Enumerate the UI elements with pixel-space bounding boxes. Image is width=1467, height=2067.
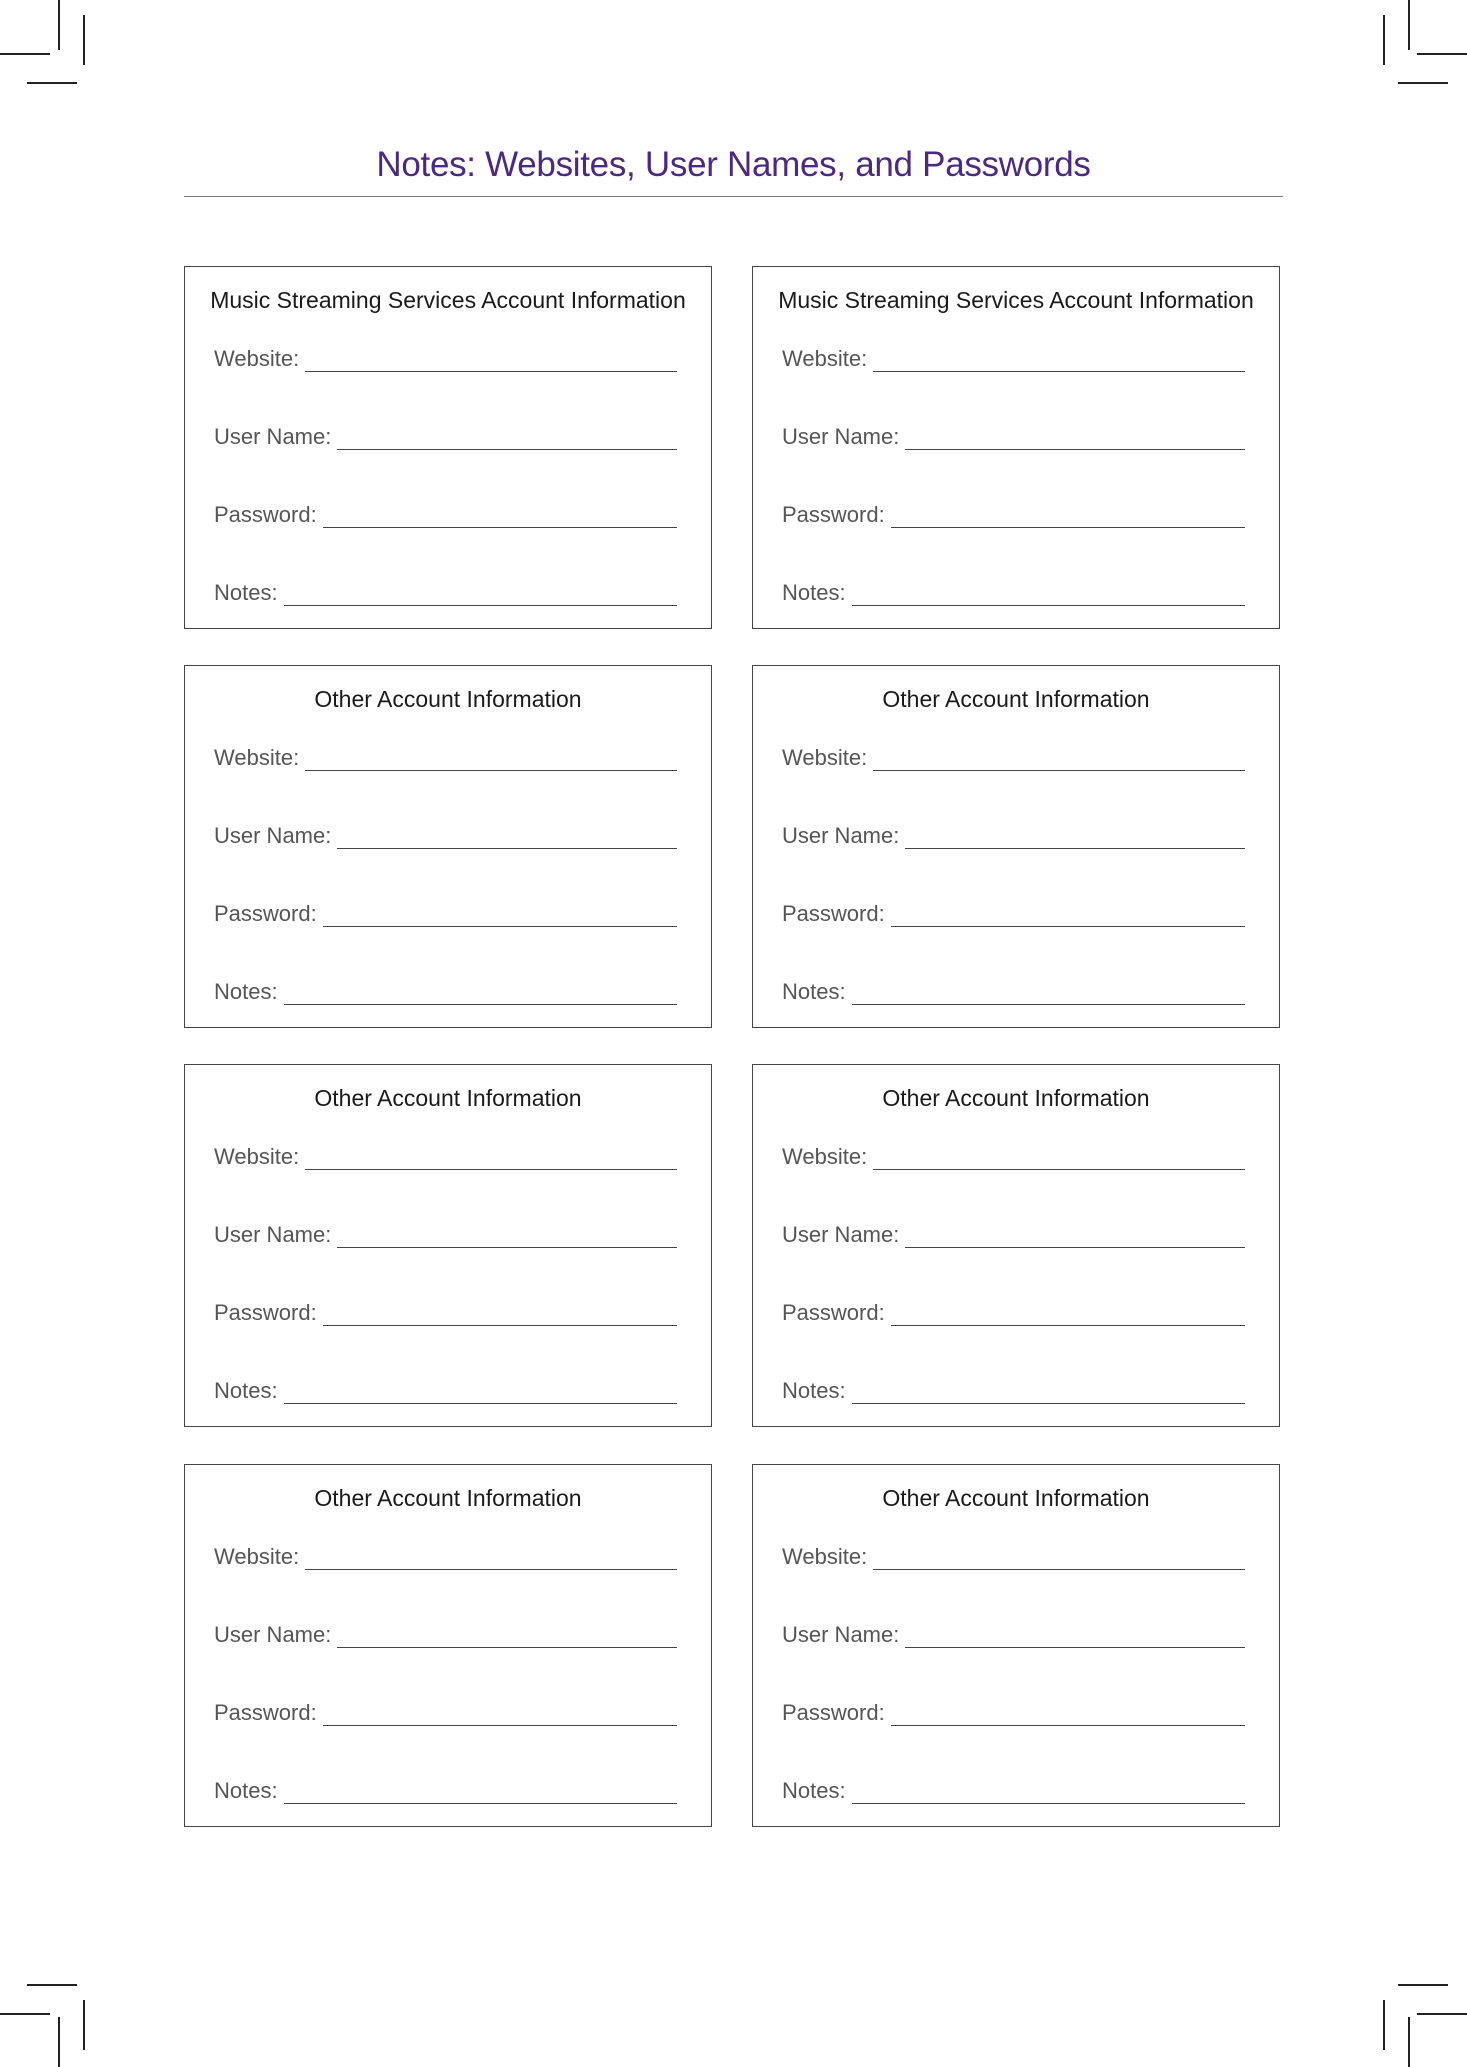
- website-field[interactable]: [782, 1542, 1245, 1572]
- crop-mark: [1398, 1984, 1448, 1986]
- notes-line[interactable]: [852, 1402, 1245, 1404]
- crop-mark: [27, 1984, 77, 1986]
- password-line[interactable]: [891, 1324, 1245, 1326]
- account-card: [752, 1464, 1280, 1827]
- password-line[interactable]: [891, 526, 1245, 528]
- website-label: Website:: [214, 745, 300, 770]
- website-field[interactable]: [782, 1142, 1245, 1172]
- website-label: Website:: [214, 346, 300, 371]
- notes-line[interactable]: [284, 1402, 677, 1404]
- password-label: Password:: [782, 901, 885, 926]
- notes-field[interactable]: [782, 1376, 1245, 1406]
- password-field[interactable]: [214, 500, 677, 530]
- website-line[interactable]: [873, 1568, 1245, 1570]
- user-name-label: User Name:: [214, 823, 332, 848]
- user-name-line[interactable]: [905, 847, 1245, 849]
- card-heading: Other Account Information: [314, 1085, 582, 1111]
- notes-label: Notes:: [214, 580, 278, 605]
- password-label: Password:: [782, 502, 885, 527]
- notes-label: Notes:: [782, 979, 846, 1004]
- account-card: [184, 1064, 712, 1427]
- user-name-field[interactable]: [782, 1620, 1245, 1650]
- password-field[interactable]: [214, 899, 677, 929]
- card-heading: Other Account Information: [314, 1485, 582, 1511]
- notes-line[interactable]: [284, 604, 677, 606]
- crop-mark: [1408, 0, 1410, 50]
- user-name-line[interactable]: [337, 1246, 677, 1248]
- password-label: Password:: [214, 502, 317, 527]
- user-name-line[interactable]: [905, 1646, 1245, 1648]
- website-field[interactable]: [214, 743, 677, 773]
- notes-line[interactable]: [284, 1802, 677, 1804]
- website-field[interactable]: [214, 1142, 677, 1172]
- crop-mark: [1408, 2017, 1410, 2067]
- website-label: Website:: [782, 745, 868, 770]
- account-card: [752, 266, 1280, 629]
- crop-mark: [1417, 53, 1467, 55]
- card-heading: Other Account Information: [882, 1085, 1150, 1111]
- website-line[interactable]: [305, 1168, 677, 1170]
- user-name-label: User Name:: [214, 424, 332, 449]
- user-name-label: User Name:: [214, 1222, 332, 1247]
- user-name-label: User Name:: [782, 1222, 900, 1247]
- user-name-line[interactable]: [905, 1246, 1245, 1248]
- notes-label: Notes:: [214, 979, 278, 1004]
- crop-mark: [1383, 2000, 1385, 2050]
- website-label: Website:: [782, 1544, 868, 1569]
- crop-mark: [27, 82, 77, 84]
- crop-mark: [1398, 82, 1448, 84]
- crop-mark: [1383, 15, 1385, 65]
- password-line[interactable]: [323, 1324, 677, 1326]
- card-heading: Music Streaming Services Account Information: [778, 287, 1254, 313]
- notes-line[interactable]: [852, 1802, 1245, 1804]
- password-label: Password:: [214, 901, 317, 926]
- crop-mark: [0, 53, 50, 55]
- website-field[interactable]: [214, 344, 677, 374]
- title-divider: [184, 196, 1283, 197]
- password-label: Password:: [214, 1300, 317, 1325]
- password-line[interactable]: [323, 526, 677, 528]
- password-line[interactable]: [323, 925, 677, 927]
- password-line[interactable]: [323, 1724, 677, 1726]
- notes-field[interactable]: [782, 578, 1245, 608]
- website-label: Website:: [782, 1144, 868, 1169]
- notes-field[interactable]: [782, 977, 1245, 1007]
- password-field[interactable]: [782, 1298, 1245, 1328]
- notes-label: Notes:: [782, 1778, 846, 1803]
- notes-field[interactable]: [214, 1376, 677, 1406]
- notes-label: Notes:: [782, 580, 846, 605]
- user-name-field[interactable]: [782, 821, 1245, 851]
- card-heading: Other Account Information: [882, 686, 1150, 712]
- user-name-line[interactable]: [337, 1646, 677, 1648]
- website-line[interactable]: [873, 1168, 1245, 1170]
- password-field[interactable]: [214, 1698, 677, 1728]
- notes-line[interactable]: [284, 1003, 677, 1005]
- website-field[interactable]: [782, 743, 1245, 773]
- crop-mark: [58, 0, 60, 50]
- notes-label: Notes:: [214, 1778, 278, 1803]
- website-field[interactable]: [214, 1542, 677, 1572]
- password-line[interactable]: [891, 925, 1245, 927]
- user-name-line[interactable]: [905, 448, 1245, 450]
- notes-field[interactable]: [214, 1776, 677, 1806]
- notes-line[interactable]: [852, 604, 1245, 606]
- account-card: [752, 1064, 1280, 1427]
- page-title: Notes: Websites, User Names, and Passwords: [376, 145, 1091, 184]
- account-card: [184, 665, 712, 1028]
- website-line[interactable]: [873, 769, 1245, 771]
- notes-field[interactable]: [214, 578, 677, 608]
- user-name-field[interactable]: [782, 1220, 1245, 1250]
- website-line[interactable]: [305, 1568, 677, 1570]
- password-field[interactable]: [782, 500, 1245, 530]
- user-name-label: User Name:: [782, 823, 900, 848]
- card-heading: Other Account Information: [314, 686, 582, 712]
- password-label: Password:: [782, 1700, 885, 1725]
- crop-mark: [1417, 2013, 1467, 2015]
- account-card: [184, 266, 712, 629]
- crop-mark: [58, 2017, 60, 2067]
- user-name-field[interactable]: [782, 422, 1245, 452]
- website-field[interactable]: [782, 344, 1245, 374]
- password-field[interactable]: [214, 1298, 677, 1328]
- card-heading: Music Streaming Services Account Information: [210, 287, 686, 313]
- website-line[interactable]: [873, 370, 1245, 372]
- notes-line[interactable]: [852, 1003, 1245, 1005]
- user-name-line[interactable]: [337, 448, 677, 450]
- notes-label: Notes:: [214, 1378, 278, 1403]
- password-line[interactable]: [891, 1724, 1245, 1726]
- crop-mark: [0, 2013, 50, 2015]
- password-field[interactable]: [782, 899, 1245, 929]
- user-name-field[interactable]: [214, 1220, 677, 1250]
- user-name-field[interactable]: [214, 422, 677, 452]
- website-label: Website:: [782, 346, 868, 371]
- notes-label: Notes:: [782, 1378, 846, 1403]
- user-name-label: User Name:: [782, 1622, 900, 1647]
- website-label: Website:: [214, 1544, 300, 1569]
- account-card: [184, 1464, 712, 1827]
- crop-mark: [83, 2000, 85, 2050]
- website-line[interactable]: [305, 769, 677, 771]
- crop-mark: [83, 15, 85, 65]
- user-name-label: User Name:: [782, 424, 900, 449]
- account-card: [752, 665, 1280, 1028]
- website-line[interactable]: [305, 370, 677, 372]
- user-name-label: User Name:: [214, 1622, 332, 1647]
- website-label: Website:: [214, 1144, 300, 1169]
- password-label: Password:: [782, 1300, 885, 1325]
- notes-field[interactable]: [782, 1776, 1245, 1806]
- password-field[interactable]: [782, 1698, 1245, 1728]
- password-label: Password:: [214, 1700, 317, 1725]
- notes-field[interactable]: [214, 977, 677, 1007]
- user-name-field[interactable]: [214, 1620, 677, 1650]
- user-name-field[interactable]: [214, 821, 677, 851]
- user-name-line[interactable]: [337, 847, 677, 849]
- card-heading: Other Account Information: [882, 1485, 1150, 1511]
